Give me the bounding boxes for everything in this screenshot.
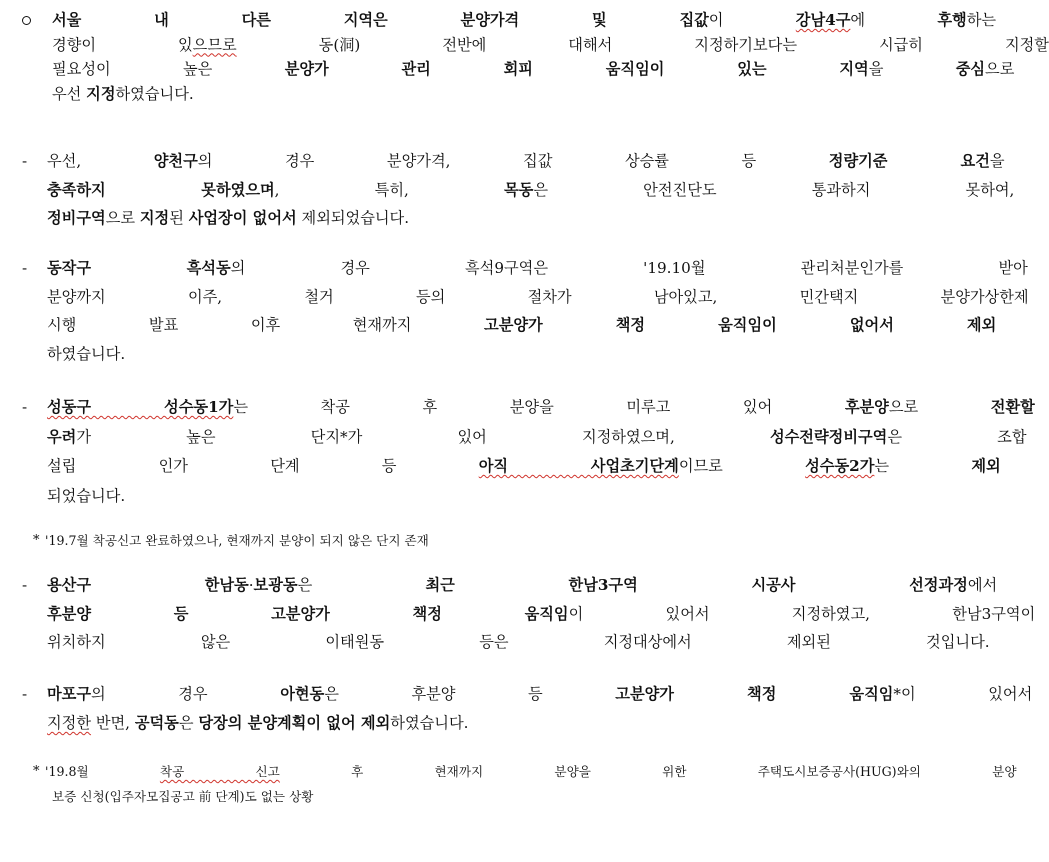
text-line [45, 531, 429, 551]
bold-run: 지정 [139, 209, 170, 227]
bold-run: 당장의 분양계획이 없어 제외 [198, 714, 391, 732]
text-run: 은 [297, 576, 426, 594]
text-run: 지정한 [47, 714, 92, 732]
bold-run: 아현동 [280, 685, 325, 703]
text-run: 의 경우 [91, 685, 281, 703]
bold-run: 목동 [504, 180, 534, 199]
text-run: 은 안전진단도 통과하지 못하여, [533, 180, 1015, 199]
bold-run: 강남4구 [795, 11, 851, 29]
bold-run: 후분양 등 고분양가 책정 움직임 [47, 604, 569, 623]
text-run: 으로 [105, 209, 140, 227]
text-run: 위치하지 않은 이태원동 등은 지정대상에서 제외된 것입니다. [47, 633, 990, 651]
bold-run: 용산구 한남동 [47, 576, 249, 594]
bold-run: 성동구 성수동1가 [47, 398, 234, 416]
text-line [47, 575, 997, 595]
bold-run: 정량기준 요건 [828, 152, 990, 170]
bold-run: 동작구 흑석동 [47, 259, 231, 277]
asterisk-marker: * [33, 764, 40, 779]
bold-run: 제외 [971, 457, 1001, 475]
text-run: 분양까지 이주, 철거 등의 절차가 남아있고, 민간택지 분양가상한제 [47, 287, 1029, 306]
bold-run: 후분양 [844, 398, 889, 416]
text-run: *이 있어서 [893, 685, 1033, 703]
text-run: 되었습니다. [47, 486, 126, 505]
bold-run: 보광동 [253, 576, 298, 594]
text-run: 필요성이 높은 [52, 60, 285, 78]
bold-run: 후행 [937, 11, 967, 29]
text-line [47, 486, 125, 506]
text-line [52, 10, 996, 30]
bold-run: 성수전략정비구역 [769, 427, 888, 446]
text-line [47, 315, 996, 335]
text-run: 이 [708, 11, 796, 29]
text-run: 에 [850, 11, 938, 29]
text-run: · [248, 576, 254, 594]
text-run: 는 착공 후 분양을 미루고 있어 [233, 398, 845, 416]
text-run: 하는 [966, 11, 997, 29]
text-line [52, 84, 194, 104]
text-line [47, 397, 1035, 417]
text-run: 하였습니다. [47, 344, 126, 363]
text-line [47, 632, 990, 652]
dash-marker: - [22, 576, 28, 594]
text-line [52, 35, 1049, 55]
text-run: 제외되었습니다. [296, 209, 410, 227]
text-run: 은 [178, 714, 199, 732]
text-run: 우선, [47, 152, 154, 170]
text-line [47, 208, 409, 228]
text-run: '19.8월 [45, 764, 160, 779]
bold-run: 고분양가 책정 움직임이 없어서 제외 [484, 316, 997, 334]
text-run: 가 높은 단지*가 있어 지정하였으며, [76, 427, 770, 446]
bold-run: 사업장이 없어서 [188, 209, 297, 227]
text-run: 이므로 [678, 457, 806, 475]
bold-run: 서울 내 다른 지역은 분양가격 및 집값 [52, 11, 709, 29]
text-line [45, 762, 1017, 782]
asterisk-marker: * [33, 533, 40, 548]
bold-run: 중심 [955, 60, 986, 78]
text-run: 을 [989, 152, 1005, 170]
dash-marker: - [22, 685, 28, 703]
text-line [47, 151, 1005, 171]
bold-run: 우려 [47, 427, 77, 446]
text-run: 시행 발표 이후 현재까지 [47, 316, 485, 334]
dash-marker: - [22, 152, 28, 170]
text-run: 의 경우 분양가격, 집값 상승률 등 [197, 152, 829, 170]
text-run: 보증 신청(입주자모집공고 前 단계)도 없는 상황 [52, 789, 314, 804]
text-line [47, 258, 1028, 278]
text-run: 을 [868, 60, 956, 78]
text-run: 하였습니다. [390, 714, 469, 732]
text-run: 경향이 있 [52, 35, 193, 54]
dash-marker: - [22, 259, 28, 277]
bold-run: 양천구 [153, 152, 198, 170]
text-run: 후 현재까지 분양을 위한 주택도시보증공사(HUG)와의 분양 [279, 764, 1017, 779]
bold-run: 고분양가 책정 움직임 [615, 685, 894, 703]
text-run: 의 경우 흑석9구역은 '19.10월 관리처분인가를 받아 [230, 259, 1028, 277]
text-line [47, 287, 1029, 307]
text-run: 이 있어서 지정하였고, 한남3구역이 [568, 604, 1036, 623]
bold-run: 충족하지 못하였으며 [47, 180, 275, 199]
circle-bullet-icon [22, 16, 31, 25]
bold-run: 공덕동 [134, 714, 179, 732]
text-run: 으로 [985, 60, 1015, 78]
text-line [52, 787, 313, 807]
text-run: 우선 [52, 84, 87, 103]
text-run: 은 조합 [887, 427, 1027, 446]
text-run: 에서 [967, 576, 998, 594]
bold-run: 최근 한남3구역 시공사 선정과정 [425, 576, 968, 594]
text-line [47, 604, 1035, 624]
text-line [47, 344, 125, 364]
bold-run: 전환할 [990, 398, 1035, 416]
text-line [47, 427, 1027, 447]
text-run: 착공 신고 [159, 764, 280, 779]
text-run: 는 [874, 457, 972, 475]
text-run: 동(洞) 전반에 대해서 지정하기보다는 시급히 지정할 [236, 35, 1049, 54]
text-run: , 특히, [274, 180, 504, 199]
bold-run: 정비구역 [47, 209, 106, 227]
text-run: 으로 [888, 398, 991, 416]
text-run: 하였습니다. [115, 84, 194, 103]
text-run: '19.7월 착공신고 완료하였으나, 현재까지 분양이 되지 않은 단지 존재 [45, 533, 429, 548]
text-line [47, 456, 1001, 476]
text-line [47, 180, 1014, 200]
text-line [52, 59, 1014, 79]
text-run: 설립 인가 단계 등 [47, 457, 479, 475]
text-run: 된 [169, 209, 189, 227]
dash-marker: - [22, 398, 28, 416]
bold-run: 분양가 관리 회피 움직임이 있는 지역 [284, 60, 869, 78]
bold-run: 성수동2가 [805, 457, 875, 475]
text-run: 으므로 [192, 35, 237, 54]
text-line [47, 684, 1032, 704]
bold-run: 지정 [86, 84, 116, 103]
text-line [47, 713, 468, 733]
bold-run: 마포구 [47, 685, 92, 703]
text-run: 은 후분양 등 [324, 685, 616, 703]
bold-run: 아직 사업초기단계 [478, 457, 679, 475]
text-run: 반면, [91, 714, 135, 732]
